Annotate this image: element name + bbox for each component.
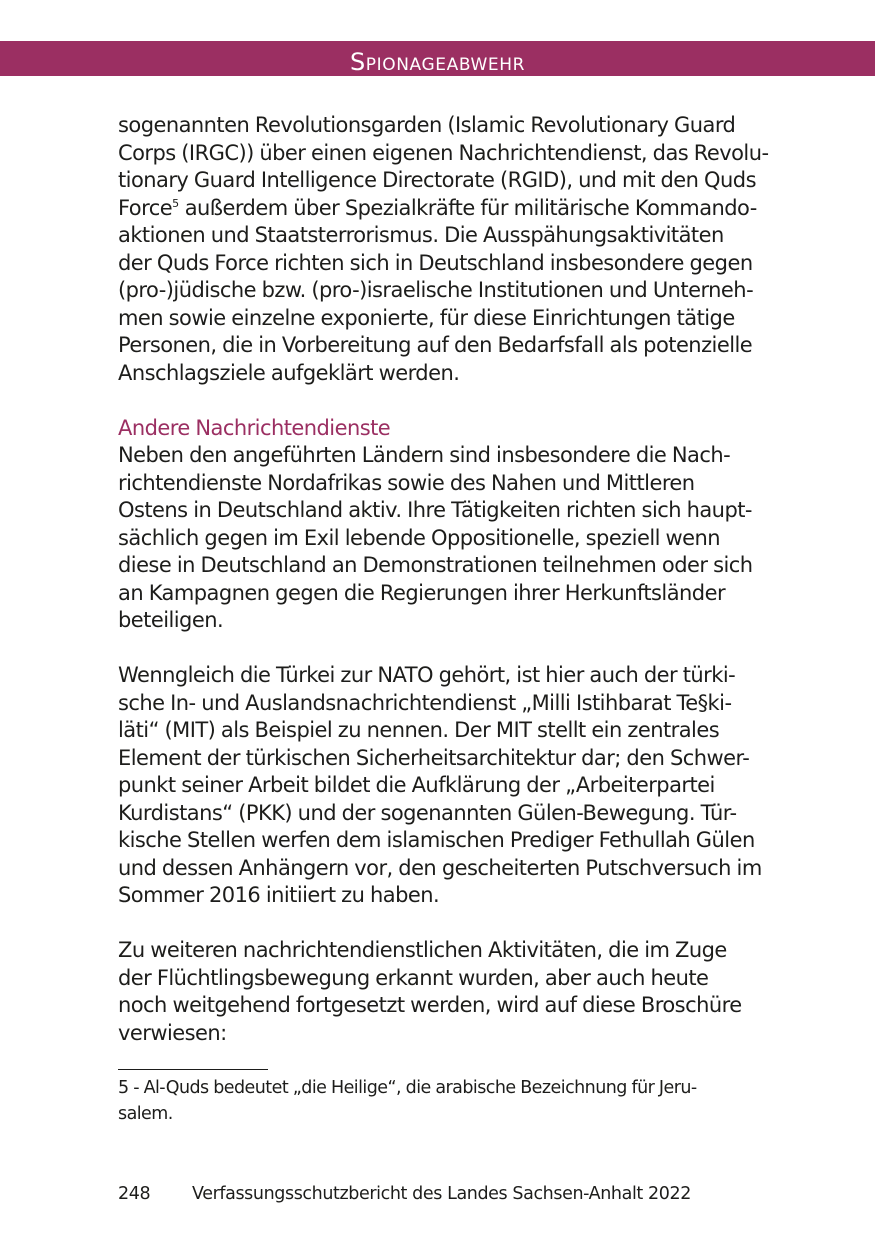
text-line: Kurdistans“ (PKK) und der sogenannten Gülen-Bewegung. Tür- — [118, 800, 737, 825]
text-line: punkt seiner Arbeit bildet die Aufklärung der „Arbeiterpartei — [118, 773, 715, 797]
text-line: Ostens in Deutschland aktiv. Ihre Tätigkeiten richten sich haupt- — [118, 498, 752, 522]
paragraph-spacer — [118, 387, 758, 415]
text-line: Sommer 2016 initiiert zu haben. — [118, 883, 440, 907]
text-line: (pro-)jüdische bzw. (pro-)israelische Institutionen und Unterneh- — [118, 278, 754, 302]
footnote-line: salem. — [118, 1104, 173, 1124]
paragraph-other-services — [118, 442, 758, 635]
footnote-line: 5 - Al-Quds bedeutet „die Heilige“, die arabische Bezeichnung für Jeru- — [118, 1078, 697, 1098]
chapter-title: Spionageabwehr — [349, 48, 526, 76]
text-line: an Kampagnen gegen die Regierungen ihrer Herkunftsländer — [118, 580, 726, 605]
text-line: richtendienste Nordafrikas sowie des Nahen und Mittleren — [118, 470, 695, 495]
text-line: aktionen und Staatsterrorismus. Die Ausspähungsaktivitäten — [118, 223, 724, 247]
section-subheading: Andere Nachrichtendienste — [118, 415, 391, 440]
text-line: Wenngleich die Türkei zur NATO gehört, ist hier auch der türki- — [118, 663, 736, 687]
text-line: sächlich gegen im Exil lebende Oppositionelle, speziell wenn — [118, 525, 721, 550]
text-line-with-footnote — [118, 195, 758, 223]
paragraph-refugee-activities — [118, 937, 758, 1047]
paragraph-turkey — [118, 662, 762, 910]
text-line: beteiligen. — [118, 608, 224, 632]
paragraph-spacer — [118, 635, 758, 663]
text-line: Personen, die in Vorbereitung auf den Bedarfsfall als potenzielle — [118, 333, 753, 357]
text-line: Element der türkischen Sicherheitsarchitektur dar; den Schwer- — [118, 745, 750, 770]
text-fragment: außerdem über Spezialkräfte für militärische Kommando- — [184, 195, 757, 220]
text-line: Zu weiteren nachrichtendienstlichen Aktivitäten, die im Zuge — [118, 938, 727, 962]
text-line: Neben den angeführten Ländern sind insbesondere die Nach- — [118, 443, 731, 467]
footnote — [118, 1075, 758, 1127]
text-line: Anschlagsziele aufgeklärt werden. — [118, 360, 460, 385]
footnote-reference[interactable]: 5 — [172, 196, 180, 210]
text-line: läti“ (MIT) als Beispiel zu nennen. Der MIT stellt ein zentrales — [118, 718, 720, 742]
footnote-divider — [118, 1069, 268, 1070]
text-line: sogenannten Revolutionsgarden (Islamic Revolutionary Guard — [118, 113, 736, 137]
page-body — [118, 112, 769, 1047]
chapter-header-band — [0, 41, 875, 76]
text-line: tionary Guard Intelligence Directorate (RGID), und mit den Quds — [118, 168, 756, 192]
paragraph-irgc — [118, 112, 769, 387]
text-line: der Flüchtlingsbewegung erkannt wurden, aber auch heute — [118, 965, 709, 990]
text-line: und dessen Anhängern vor, den gescheiterten Putschversuch im — [118, 855, 762, 880]
text-line: der Quds Force richten sich in Deutschland insbesondere gegen — [118, 250, 753, 275]
publication-title: Verfassungsschutzbericht des Landes Sachsen-Anhalt 2022 — [192, 1184, 691, 1204]
page-number: 248 — [118, 1184, 151, 1204]
text-line: noch weitgehend fortgesetzt werden, wird auf diese Broschüre — [118, 993, 742, 1017]
text-line: Corps (IRGC)) über einen eigenen Nachrichtendienst, das Revolu- — [118, 140, 769, 165]
text-line: kische Stellen werfen dem islamischen Prediger Fethullah Gülen — [118, 828, 755, 852]
paragraph-spacer — [118, 910, 758, 938]
text-line: sche In- und Auslandsnachrichtendienst „Milli Istihbarat Te§ki- — [118, 690, 732, 715]
text-fragment: Force — [118, 195, 173, 220]
text-line: verwiesen: — [118, 1020, 227, 1045]
text-line: diese in Deutschland an Demonstrationen teilnehmen oder sich — [118, 553, 753, 577]
text-line: men sowie einzelne exponierte, für diese Einrichtungen tätige — [118, 305, 735, 330]
